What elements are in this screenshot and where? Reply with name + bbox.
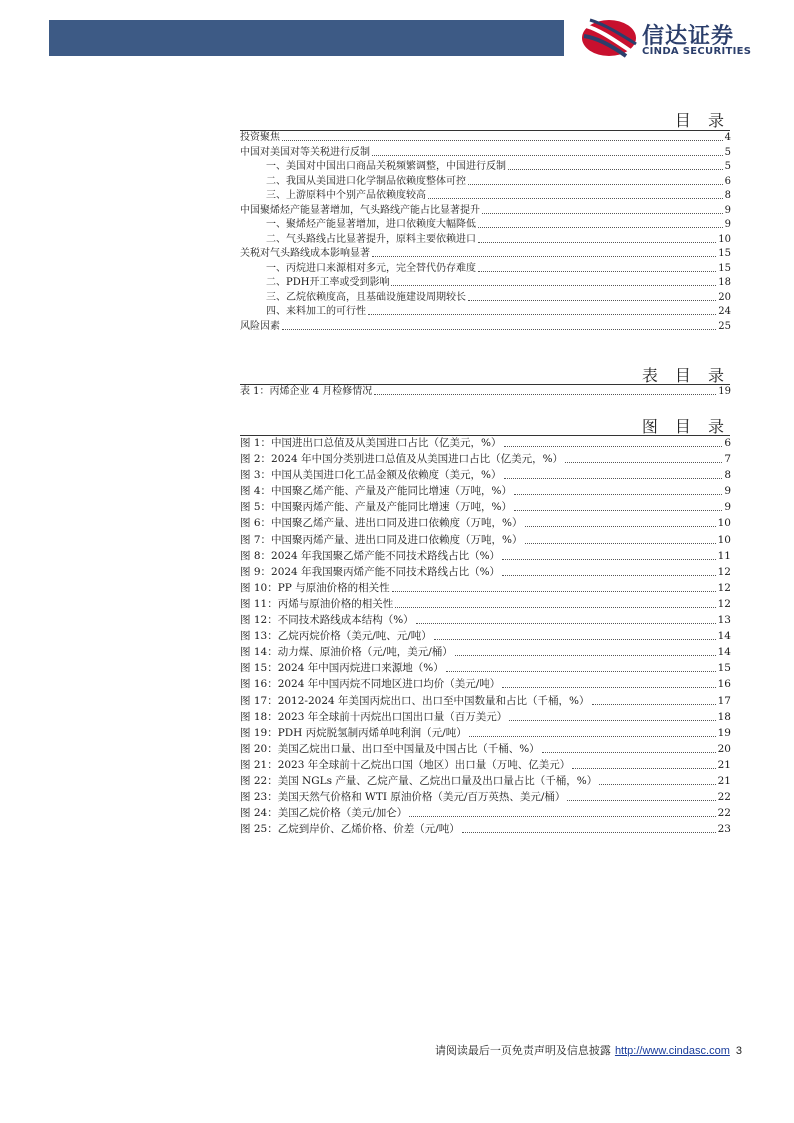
dot-leader <box>565 451 722 463</box>
footer-disclaimer: 请阅读最后一页免责声明及信息披露 <box>434 1044 611 1057</box>
toc-entry-page-number: 20 <box>718 291 731 303</box>
figure-entry-page-number: 14 <box>717 630 731 643</box>
toc-entry[interactable] <box>240 262 731 277</box>
toc-entry-label: 一、聚烯烃产能显著增加，进口依赖度大幅降低 <box>266 219 476 230</box>
contents-list <box>240 131 731 334</box>
figure-entry[interactable] <box>240 532 731 548</box>
toc-entry-page-number: 15 <box>718 248 731 259</box>
figure-entry-label: 图 6：中国聚乙烯产量、进出口同及进口依赖度（万吨，%） <box>240 517 523 530</box>
figure-entry[interactable] <box>240 789 731 805</box>
figure-entry[interactable] <box>240 451 731 467</box>
toc-entry[interactable] <box>240 305 731 320</box>
toc-entry-label: 四、来料加工的可行性 <box>266 306 366 317</box>
figures-title: 图 目 录 <box>641 417 730 436</box>
figure-entry-label: 图 1：中国进出口总值及从美国进口占比（亿美元，%） <box>240 437 502 449</box>
figure-entry[interactable] <box>240 612 731 628</box>
dot-leader <box>368 305 716 315</box>
dot-leader <box>374 385 716 395</box>
logo-chinese-name: 信达证券 <box>642 24 735 49</box>
table-entry-label: 表 1：丙烯企业 4 月检修情况 <box>240 386 373 397</box>
dot-leader <box>372 247 716 257</box>
dot-leader <box>504 467 723 479</box>
dot-leader <box>468 175 723 185</box>
toc-entry[interactable] <box>240 175 731 190</box>
figure-entry[interactable] <box>240 709 731 725</box>
figure-entry-label: 图 11：丙烯与原油价格的相关性 <box>240 597 394 610</box>
figure-entry-label: 图 14：动力煤、原油价格（元/吨，美元/桶） <box>240 646 453 659</box>
dot-leader <box>282 320 716 330</box>
figure-entry-page-number: 9 <box>724 485 731 498</box>
toc-entry[interactable] <box>240 320 731 335</box>
figure-entry[interactable] <box>240 676 731 692</box>
toc-entry[interactable] <box>240 146 731 161</box>
toc-entry-page-number: 6 <box>724 175 731 187</box>
toc-entry-label: 一、丙烷进口来源相对多元，完全替代仍存难度 <box>266 262 476 274</box>
toc-entry-label: 中国对美国对等关税进行反制 <box>240 146 370 158</box>
figure-entry[interactable] <box>240 757 731 773</box>
figure-entry-label: 图 19：PDH 丙烷脱氢制丙烯单吨利润（元/吨） <box>240 726 467 739</box>
figure-entry-page-number: 22 <box>717 807 731 820</box>
toc-entry-label: 三、乙烷依赖度高，且基础设施建设周期较长 <box>266 291 466 303</box>
figure-entry-label: 图 8：2024 年我国聚乙烯产能不同技术路线占比（%） <box>240 549 501 562</box>
dot-leader <box>455 644 716 656</box>
figure-entry[interactable] <box>240 741 731 757</box>
dot-leader <box>502 564 716 576</box>
figure-entry-page-number: 10 <box>717 533 731 546</box>
toc-entry-page-number: 18 <box>718 277 731 288</box>
figure-entry-page-number: 6 <box>724 437 731 449</box>
figure-entry-label: 图 10：PP 与原油价格的相关性 <box>240 581 390 594</box>
toc-entry-page-number: 25 <box>718 320 731 332</box>
dot-leader <box>572 757 715 769</box>
figure-entry-page-number: 9 <box>724 501 731 514</box>
figure-entry-page-number: 11 <box>717 549 731 562</box>
toc-entry[interactable] <box>240 233 731 248</box>
toc-entry[interactable] <box>240 160 731 175</box>
figure-entry[interactable] <box>240 773 731 789</box>
toc-entry[interactable] <box>240 131 731 146</box>
dot-leader <box>446 660 716 672</box>
figure-entry-page-number: 12 <box>717 597 731 610</box>
figure-entry-label: 图 16：2024 年中国丙烷不同地区进口均价（美元/吨） <box>240 678 501 691</box>
toc-entry-page-number: 10 <box>718 233 731 245</box>
figure-entry-label: 图 12：不同技术路线成本结构（%） <box>240 614 414 627</box>
dot-leader <box>542 741 716 753</box>
dot-leader <box>599 773 715 785</box>
figure-entry-label: 图 2：2024 年中国分类别进口总值及从美国进口占比（亿美元，%） <box>240 453 564 466</box>
dot-leader <box>372 146 723 156</box>
toc-entry-page-number: 4 <box>724 132 731 143</box>
toc-entry-label: 三、上游原料中个别产品依赖度较高 <box>266 190 426 201</box>
dot-leader <box>478 218 723 228</box>
figure-entry-label: 图 23：美国天然气价格和 WTI 原油价格（美元/百万英热、美元/桶） <box>240 791 566 804</box>
dot-leader <box>428 189 723 199</box>
figure-entry-label: 图 5：中国聚丙烯产能、产量及产能同比增速（万吨，%） <box>240 501 512 514</box>
cinda-logo-icon <box>580 16 638 60</box>
figure-entry[interactable] <box>240 548 731 564</box>
toc-entry[interactable] <box>240 218 731 233</box>
figure-entry-page-number: 12 <box>717 581 731 594</box>
toc-entry[interactable] <box>240 189 731 204</box>
figure-entry[interactable] <box>240 499 731 515</box>
figure-entry-label: 图 20：美国乙烷出口量、出口至中国量及中国占比（千桶、%） <box>240 742 540 755</box>
dot-leader <box>469 725 716 737</box>
dot-leader <box>592 693 716 705</box>
figure-entry-label: 图 9：2024 年我国聚丙烯产能不同技术路线占比（%） <box>240 565 501 578</box>
figure-entry[interactable] <box>240 628 731 644</box>
company-logo <box>580 16 780 60</box>
dot-leader <box>416 612 716 624</box>
toc-entry-page-number: 8 <box>724 190 731 201</box>
dot-leader <box>525 515 716 527</box>
dot-leader <box>502 676 715 688</box>
figure-entry-page-number: 17 <box>717 694 731 707</box>
logo-english-name: CINDA SECURITIES <box>642 46 752 57</box>
dot-leader <box>567 789 715 801</box>
figure-entry[interactable] <box>240 580 731 596</box>
toc-entry-page-number: 9 <box>724 219 731 230</box>
toc-entry-page-number: 5 <box>724 161 731 172</box>
figure-entry-page-number: 7 <box>724 453 731 466</box>
dot-leader <box>391 276 716 286</box>
dot-leader <box>478 233 716 243</box>
toc-entry-label: 一、美国对中国出口商品关税频繁调整，中国进行反制 <box>266 161 506 172</box>
table-entry-page-number: 19 <box>718 386 731 397</box>
figure-entry-page-number: 14 <box>717 646 731 659</box>
dot-leader <box>502 548 716 560</box>
toc-entry-page-number: 15 <box>718 262 731 274</box>
figure-entry-page-number: 13 <box>717 614 731 627</box>
figure-entry-page-number: 21 <box>717 758 731 771</box>
toc-entry-label: 投资聚焦 <box>240 132 280 143</box>
figure-entry-page-number: 21 <box>717 774 731 787</box>
dot-leader <box>478 262 716 272</box>
figure-entry-label: 图 22：美国 NGLs 产量、乙烷产量、乙烷出口量及出口量占比（千桶，%） <box>240 774 598 787</box>
figure-entry-label: 图 4：中国聚乙烯产能、产量及产能同比增速（万吨，%） <box>240 485 512 498</box>
figure-entry[interactable] <box>240 596 731 612</box>
toc-entry-label: 二、气头路线占比显著提升，原料主要依赖进口 <box>266 233 476 245</box>
dot-leader <box>392 580 716 592</box>
figure-entry-label: 图 18：2023 年全球前十丙烷出口国出口量（百万美元） <box>240 710 508 723</box>
dot-leader <box>514 483 722 495</box>
table-entry[interactable] <box>240 385 731 400</box>
toc-entry-label: 关税对气头路线成本影响显著 <box>240 248 370 259</box>
tables-list <box>240 385 731 400</box>
figure-entry-page-number: 15 <box>717 662 731 675</box>
dot-leader <box>409 805 715 817</box>
figure-entry-page-number: 22 <box>717 791 731 804</box>
figure-entry-label: 图 25：乙烷到岸价、乙烯价格、价差（元/吨） <box>240 823 460 836</box>
toc-entry[interactable] <box>240 291 731 306</box>
figure-entry[interactable] <box>240 725 731 741</box>
dot-leader <box>434 628 716 640</box>
dot-leader <box>282 131 723 141</box>
tables-title: 表 目 录 <box>641 366 730 385</box>
figure-entry[interactable] <box>240 564 731 580</box>
footer-website-link[interactable]: http://www.cindasc.com <box>614 1045 730 1057</box>
dot-leader <box>468 291 716 301</box>
figure-entry-label: 图 24：美国乙烷价格（美元/加仑） <box>240 807 408 820</box>
figure-entry-page-number: 20 <box>717 742 731 755</box>
toc-entry-page-number: 9 <box>724 204 731 216</box>
toc-entry-label: 中国聚烯烃产能显著增加，气头路线产能占比显著提升 <box>240 204 480 216</box>
dot-leader <box>509 709 715 721</box>
figure-entry[interactable] <box>240 660 731 676</box>
figure-entry-page-number: 12 <box>717 565 731 578</box>
figure-entry-label: 图 21：2023 年全球前十乙烷出口国（地区）出口量（万吨、亿美元） <box>240 758 571 771</box>
figure-entry-label: 图 15：2024 年中国丙烷进口来源地（%） <box>240 662 444 675</box>
page-footer <box>435 1042 742 1058</box>
toc-entry-page-number: 5 <box>724 146 731 158</box>
figure-entry-page-number: 10 <box>717 517 731 530</box>
header-bar <box>49 20 564 56</box>
toc-entry[interactable] <box>240 276 731 291</box>
figure-entry-label: 图 3：中国从美国进口化工品金额及依赖度（美元，%） <box>240 469 502 482</box>
figure-entry[interactable] <box>240 483 731 499</box>
figure-entry[interactable] <box>240 644 731 660</box>
dot-leader <box>462 821 716 833</box>
figure-entry-page-number: 16 <box>717 678 731 691</box>
figure-entry-page-number: 18 <box>717 710 731 723</box>
page-number: 3 <box>735 1045 742 1057</box>
figure-entry-label: 图 13：乙烷丙烷价格（美元/吨、元/吨） <box>240 630 432 643</box>
figures-list <box>240 435 731 837</box>
dot-leader <box>514 499 722 511</box>
figure-entry-label: 图 17：2012-2024 年美国丙烷出口、出口至中国数量和占比（千桶，%） <box>240 694 590 707</box>
figure-entry[interactable] <box>240 805 731 821</box>
figure-entry-page-number: 19 <box>717 726 731 739</box>
figure-entry-label: 图 7：中国聚丙烯产量、进出口同及进口依赖度（万吨，%） <box>240 533 523 546</box>
figure-entry[interactable] <box>240 821 731 837</box>
figure-entry[interactable] <box>240 693 731 709</box>
dot-leader <box>508 160 723 170</box>
toc-entry-label: 二、PDH开工率或受到影响 <box>266 277 390 288</box>
dot-leader <box>525 532 716 544</box>
toc-entry-label: 二、我国从美国进口化学制品依赖度整体可控 <box>266 175 466 187</box>
dot-leader <box>482 204 723 214</box>
toc-entry-page-number: 24 <box>718 306 731 317</box>
dot-leader <box>504 435 723 447</box>
toc-entry[interactable] <box>240 247 731 262</box>
contents-title: 目 录 <box>674 111 730 130</box>
figure-entry[interactable] <box>240 435 731 451</box>
figure-entry-page-number: 8 <box>724 469 731 482</box>
figure-entry[interactable] <box>240 467 731 483</box>
figure-entry[interactable] <box>240 515 731 531</box>
dot-leader <box>395 596 715 608</box>
figure-entry-page-number: 23 <box>717 823 731 836</box>
toc-entry-label: 风险因素 <box>240 320 280 332</box>
toc-entry[interactable] <box>240 204 731 219</box>
